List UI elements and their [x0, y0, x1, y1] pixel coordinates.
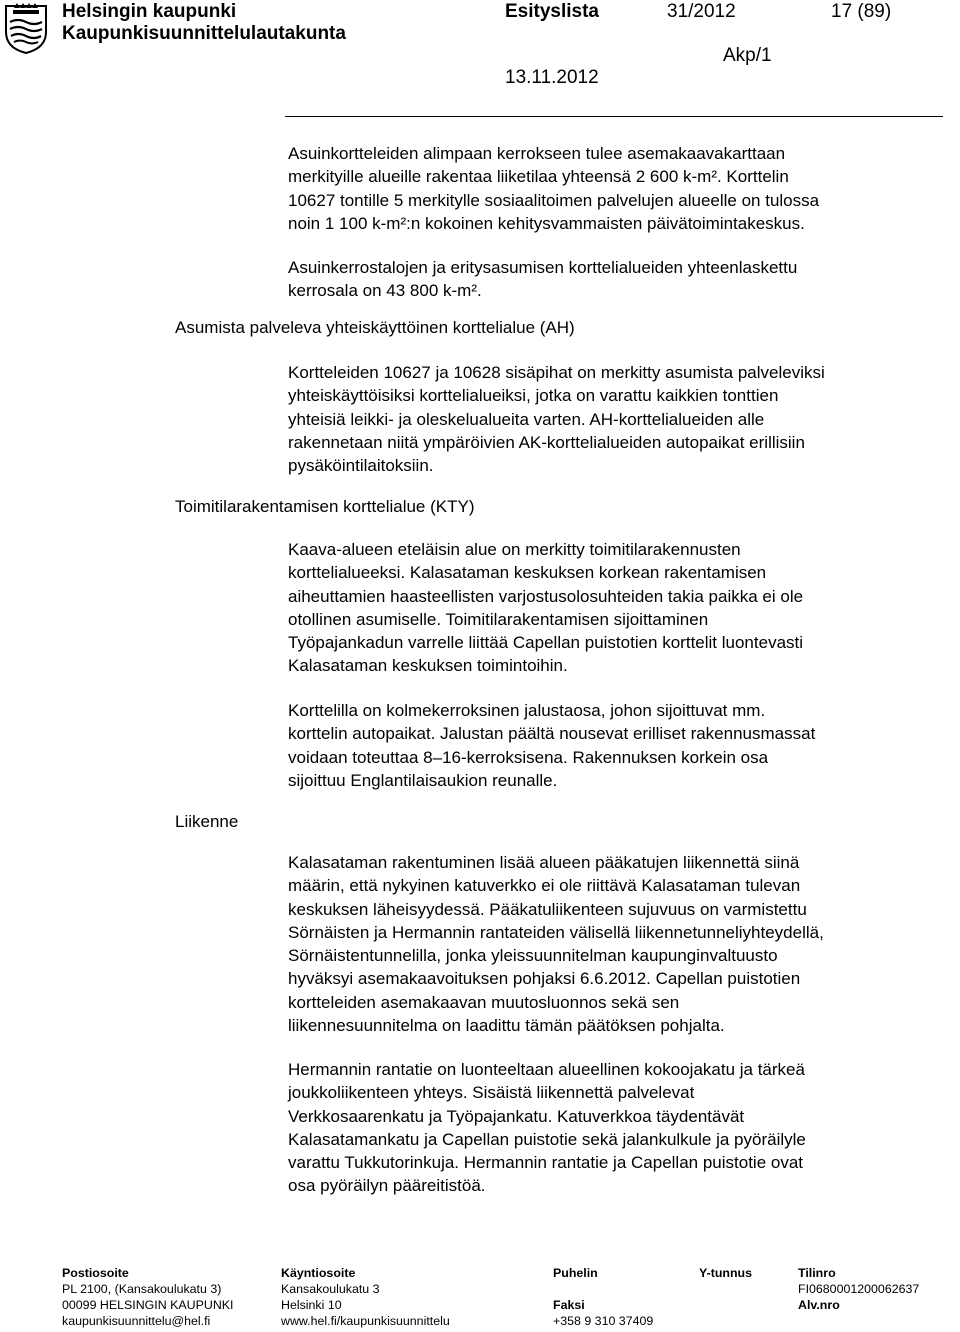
text-line: korttelialueeksi. Kalasataman keskuksen korkean rakentamisen [288, 563, 767, 583]
text-line: Korttelilla on kolmekerroksinen jalustaosa, johon sijoittuvat mm. [288, 701, 766, 720]
paragraph-kty-2 [288, 699, 948, 792]
footer-postal-label: Postiosoite [62, 1266, 129, 1280]
footer-postal [62, 1265, 233, 1329]
text-line: Hermannin rantatie on luonteeltaan alueellinen kokoojakatu ja tärkeä [288, 1060, 805, 1079]
text-line: kortteleiden asemakaavan muutosluonnos sekä sen [288, 992, 680, 1012]
text-line: kerrosala on 43 800 k-m². [288, 281, 482, 301]
text-line: Verkkosaarenkatu ja Työpajankatu. Katuverkkoa täydentävät [288, 1106, 745, 1126]
footer-email-link[interactable]: kaupunkisuunnittelu@hel.fi [62, 1314, 211, 1328]
paragraph-kty-1 [288, 538, 948, 678]
text-line: osa pyöräilyn pääreitistöä. [288, 1176, 486, 1196]
text-line: 10627 tontille 5 merkitylle sosiaalitoimen palvelujen alueelle on tulossa [288, 190, 820, 210]
text-line: liikennesuunnitelma on laadittu tämän päätöksen pohjalta. [288, 1016, 725, 1036]
heading-kty: Toimitilarakentamisen korttelialue (KTY) [175, 497, 475, 516]
footer-vat-label: Alv.nro [798, 1298, 840, 1312]
paragraph-intro [288, 142, 948, 235]
text-line: sijoittuu Englantilaisaukion reunalle. [288, 770, 558, 790]
paragraph-traffic-2 [288, 1058, 948, 1198]
footer-account [798, 1265, 919, 1313]
text-line: yhteisiä leikki- ja oleskelualueita varten. AH-korttelialueiden alle [288, 409, 765, 429]
footer-line: Helsinki 10 [281, 1298, 342, 1312]
text-line: merkityille alueille rakentaa liiketilaa yhteensä 2 600 k-m². Korttelin [288, 167, 789, 187]
helsinki-crest-logo [4, 2, 48, 54]
text-line: varattu Tukkutorinkuja. Hermannin rantatie ja Capellan puistotie ovat [288, 1153, 804, 1173]
footer-phone-label: Puhelin [553, 1266, 598, 1280]
footer-account-label: Tilinro [798, 1266, 836, 1280]
text-line: Sörnäisten ja Hermannin rantateiden välisellä liikennetunneliyhteydellä, [288, 922, 824, 942]
text-line: rakennetaan niitä ympäröivien AK-korttelialueiden autopaikat erillisiin [288, 432, 805, 452]
text-line: korttelin autopaikat. Jalustan päältä nousevat erilliset rakennusmassat [288, 724, 816, 744]
footer-line: Kansakoulukatu 3 [281, 1282, 380, 1296]
header-date: 13.11.2012 [505, 67, 599, 88]
text-line: aiheuttamien haasteellisten varjostusolosuhteiden takia paikka ei ole [288, 586, 804, 606]
footer-fax-number: +358 9 310 37409 [553, 1314, 654, 1328]
header-divider [285, 116, 943, 117]
header-page-number: 17 (89) [831, 1, 892, 22]
footer-phone [553, 1265, 653, 1329]
footer-line: 00099 HELSINGIN KAUPUNKI [62, 1298, 234, 1312]
text-line: määrin, että nykyinen katuverkko ei ole riittävä Kalasataman tulevan [288, 876, 801, 896]
text-line: noin 1 100 k-m²:n kokoinen kehitysvammaisten päivätoimintakeskus. [288, 213, 805, 233]
paragraph-summary [288, 256, 948, 303]
paragraph-traffic-1 [288, 851, 948, 1037]
text-line: yhteiskäyttöisiksi korttelialueiksi, jotka on varattu kaikkien tonttien [288, 386, 779, 406]
heading-ah: Asumista palveleva yhteiskäyttöinen korttelialue (AH) [175, 318, 575, 337]
footer-account-number: FI0680001200062637 [798, 1282, 920, 1296]
text-line: keskuksen läheisyydessä. Pääkatuliikenteen sujuvuus on varmistettu [288, 899, 807, 919]
text-line: Asuinkerrostalojen ja eritysasumisen korttelialueiden yhteenlaskettu [288, 258, 798, 277]
text-line: Sörnäistentunnelilla, jonka yleissuunnitelman kaupunginvaltuusto [288, 946, 778, 966]
text-line: Kalasataman keskuksen toimintoihin. [288, 656, 568, 676]
header-doc-number: 31/2012 [667, 1, 736, 22]
header-doc-type: Esityslista [505, 1, 599, 22]
footer-business-id-label: Y-tunnus [699, 1266, 752, 1280]
footer-line: PL 2100, (Kansakoulukatu 3) [62, 1282, 222, 1296]
header-item-code: Akp/1 [723, 45, 772, 66]
text-line: Kalasatamankatu ja Capellan puistotie sekä jalankulkule ja pyöräilyle [288, 1129, 806, 1149]
text-line: pysäköintilaitoksiin. [288, 456, 434, 476]
text-line: Kortteleiden 10627 ja 10628 sisäpihat on merkitty asumista palveleviksi [288, 363, 825, 382]
paragraph-ah [288, 361, 948, 477]
footer-fax-label: Faksi [553, 1298, 585, 1312]
text-line: Työpajankadun varrelle liittää Capellan puistotien korttelit luontevasti [288, 633, 804, 653]
text-line: otollinen asumiselle. Toimitilarakentamisen sijoittaminen [288, 609, 709, 629]
footer-visiting [281, 1265, 450, 1329]
text-line: Asuinkortteleiden alimpaan kerrokseen tulee asemakaavakarttaan [288, 144, 786, 163]
heading-traffic: Liikenne [175, 812, 239, 831]
text-line: joukkoliikenteen yhteys. Sisäistä liikennettä palvelevat [288, 1083, 695, 1103]
footer-business-id [699, 1265, 752, 1281]
footer-visiting-label: Käyntiosoite [281, 1266, 356, 1280]
text-line: hyväksyi asemakaavoituksen pohjaksi 6.6.2012. Capellan puistotien [288, 969, 801, 989]
header-board: Kaupunkisuunnittelulautakunta [62, 23, 346, 44]
header-org: Helsingin kaupunki [62, 1, 237, 22]
footer-website-link[interactable]: www.hel.fi/kaupunkisuunnittelu [281, 1314, 450, 1328]
text-line: Kalasataman rakentuminen lisää alueen pääkatujen liikennettä siinä [288, 853, 800, 872]
text-line: Kaava-alueen eteläisin alue on merkitty toimitilarakennusten [288, 540, 741, 559]
text-line: voidaan toteuttaa 8–16-kerroksisena. Rakennuksen korkein osa [288, 747, 769, 767]
